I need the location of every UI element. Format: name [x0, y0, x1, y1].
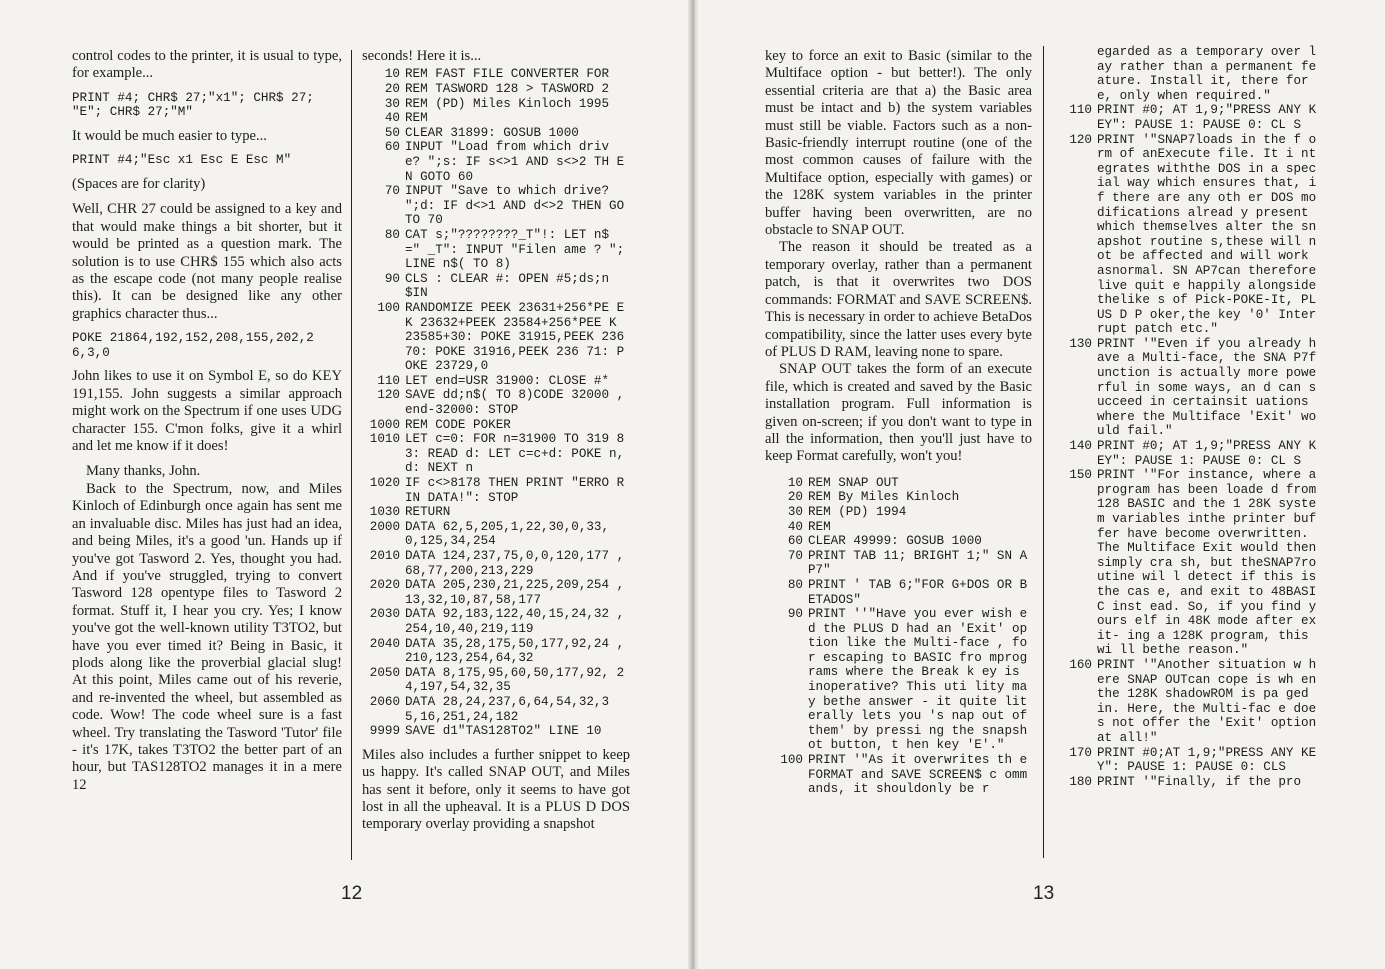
listing-line [362, 388, 630, 417]
line-code: REM By Miles Kinloch [808, 490, 960, 505]
column-divider [351, 50, 352, 860]
listing-line [362, 301, 630, 374]
inline-code [72, 331, 342, 360]
listing-line [362, 666, 630, 695]
line-number: 2060 [369, 694, 400, 709]
line-number: 110 [1069, 103, 1092, 118]
code-line: POKE 21864,192,152,208,155,202,2 [72, 331, 314, 346]
line-code: CLEAR 31899: GOSUB 1000 [405, 125, 579, 140]
line-code: PRINT '"For instance, where a program has been loade d from 128 BASIC and the 1 28K system variables inthe printer buffer have become overwritten. The Multiface Exit would then simply cra sh, but theSNAP7routine wil l detect if this is the cas e, and exit to 48BASIC inst ead. So, if you find yours elf in 48K mode after exit- ing a 128K program, this wi ll bethe reason." [1097, 468, 1317, 658]
line-code: DATA 205,230,21,225,209,254 ,13,32,10,87,58,177 [405, 578, 625, 607]
line-code: LET c=0: FOR n=31900 TO 319 83: READ d: LET c=c+d: POKE n,d: NEXT n [405, 432, 625, 476]
book-spine [688, 0, 698, 969]
line-code: PRINT #0; AT 1,9;"PRESS ANY KEY": PAUSE 1: PAUSE 0: CL S [1097, 439, 1317, 468]
line-number: 9999 [369, 724, 400, 739]
code-line: "E"; CHR$ 27;"M" [72, 105, 193, 120]
snap-out-listing-part-1 [765, 476, 1032, 797]
line-code: CLS : CLEAR #: OPEN #5;ds;n $IN [405, 271, 610, 301]
listing-line [362, 67, 630, 82]
paragraph: SNAP OUT takes the form of an execute file, which is created and saved by the Basic installation program. Full information is given on-screen; if you don't want to type in all the information, then you'll just have to keep Format carefully, won't you! [765, 361, 1032, 465]
line-number: 20 [787, 490, 803, 505]
paragraph: (Spaces are for clarity) [72, 176, 206, 192]
line-number: 70 [787, 548, 803, 563]
line-number: 90 [787, 607, 803, 622]
line-number: 2050 [369, 665, 400, 680]
listing-line [362, 126, 630, 141]
line-number: 2010 [369, 549, 400, 563]
line-number: 1020 [369, 476, 400, 491]
line-code: LET end=USR 31900: CLOSE #* [405, 373, 610, 388]
listing-line [362, 374, 630, 389]
line-code: RANDOMIZE PEEK 23631+256*PE EK 23632+PEEK 23584+256*PEE K 23585+30: POKE 31915,PEEK 23670: POKE 31916,PEEK 236 71: POKE 23729,0 [405, 300, 625, 374]
line-number: 170 [1069, 745, 1092, 760]
listing-line [1054, 439, 1319, 468]
line-number: 160 [1069, 657, 1092, 672]
line-code: IF c<>8178 THEN PRINT "ERRO R IN DATA!": STOP [405, 476, 625, 505]
line-code: DATA 124,237,75,0,0,120,177 ,68,77,200,213,229 [405, 549, 625, 578]
column-divider [1043, 46, 1044, 858]
line-code: REM FAST FILE CONVERTER FOR [405, 67, 610, 82]
left-page [0, 0, 692, 969]
line-code: SAVE dd;n$( TO 8)CODE 32000 ,end-32000: STOP [405, 388, 625, 418]
tas128to2-listing [362, 67, 630, 738]
paragraph: The reason it should be treated as a temporary overlay, rather than a permanent patch, is that it overwrites two DOS commands: FORMAT and SAVE SCREEN$. This is necessary in order to achieve BetaDos compatibility, since the latter uses every byte of PLUS D RAM, leaving none to spare. [765, 239, 1032, 360]
right-page-column-2 [1054, 45, 1319, 789]
line-number: 10 [787, 475, 803, 490]
line-number: 10 [384, 67, 400, 82]
line-number: 40 [787, 519, 803, 534]
listing-line [362, 272, 630, 301]
line-code: DATA 92,183,122,40,15,24,32 ,254,10,40,219,119 [405, 607, 625, 636]
line-number: 20 [384, 82, 400, 96]
snap-out-description [765, 48, 1032, 466]
code-line: PRINT #4; CHR$ 27;"x1"; CHR$ 27; [72, 90, 314, 105]
line-code: INPUT "Load from which driv e? ";s: IF s<>1 AND s<>2 TH EN GOTO 60 [405, 140, 625, 184]
listing-intro: seconds! Here it is... [362, 48, 482, 64]
line-code: PRINT '"Even if you already have a Multi-face, the SNA P7function is actually more powerful in some ways, an d can succeed in certainsit uations where the Multiface 'Exit' would fail." [1097, 336, 1317, 439]
line-code: PRINT #0;AT 1,9;"PRESS ANY KEY": PAUSE 1: PAUSE 0: CLS [1097, 745, 1317, 775]
listing-line [362, 505, 630, 520]
snap-out-intro: Miles also includes a further snippet to keep us happy. It's called SNAP OUT, and Miles has sent it before, only it seems to have got lost in all the upheaval. It is a PLUS D DOS temporary overlay providing a snapshot [362, 746, 630, 833]
line-number: 70 [384, 184, 400, 199]
code-line: PRINT #4;"Esc x1 Esc E Esc M" [72, 153, 292, 168]
paragraph: Many thanks, John. [86, 463, 201, 480]
line-code: RETURN [405, 505, 451, 520]
listing-line [765, 476, 1032, 491]
line-number: 110 [377, 373, 400, 388]
listing-continuation: egarded as a temporary over lay rather than a permanent feature. Install it, there fore, only when required." [1097, 45, 1317, 103]
line-number: 1000 [369, 417, 400, 432]
line-number: 130 [1069, 336, 1092, 351]
listing-line [362, 724, 630, 739]
listing-line [362, 111, 630, 126]
line-code: PRINT #0; AT 1,9;"PRESS ANY KEY": PAUSE 1: PAUSE 0: CL S [1097, 103, 1317, 132]
line-number: 2000 [369, 519, 400, 534]
line-code: REM SNAP OUT [808, 475, 899, 490]
listing-line [765, 505, 1032, 520]
paragraph: Well, CHR 27 could be assigned to a key and that would make things a bit shorter, but it would be printed as a question mark. The solution is to use CHR$ 155 which also acts as the escape code (not many people realise this). It can be designed like any other graphics character thus... [72, 201, 342, 322]
listing-line [362, 97, 630, 112]
right-page [692, 0, 1385, 969]
listing-line [1054, 468, 1319, 658]
listing-line [1054, 775, 1319, 790]
line-number: 2040 [369, 636, 400, 651]
line-number: 120 [1069, 132, 1092, 147]
line-number: 1010 [369, 432, 400, 447]
line-number: 140 [1069, 439, 1092, 454]
line-code: PRINT TAB 11; BRIGHT 1;" SN AP7" [808, 548, 1028, 578]
code-line: 6,3,0 [72, 345, 110, 360]
right-page-column-1 [765, 48, 1032, 797]
line-number: 90 [384, 271, 400, 286]
line-code: REM (PD) 1994 [808, 504, 907, 519]
listing-line [362, 578, 630, 607]
listing-line [765, 520, 1032, 535]
listing-line [362, 82, 630, 97]
line-number: 80 [384, 227, 400, 242]
line-code: PRINT '"Another situation w here SNAP OUTcan cope is wh en the 128K shadowROM is pa ged in. Here, the Multi-fac e does not offer the 'Exit' option at all!" [1097, 657, 1317, 745]
listing-line [1054, 746, 1319, 775]
line-number: 80 [787, 577, 803, 592]
line-code: DATA 28,24,237,6,64,54,32,3 5,16,251,24,182 [405, 694, 610, 724]
listing-line [1054, 337, 1319, 439]
line-number: 2030 [369, 607, 400, 622]
listing-line [765, 549, 1032, 578]
line-code: CLEAR 49999: GOSUB 1000 [808, 534, 982, 549]
listing-line [1054, 103, 1319, 132]
listing-line [765, 578, 1032, 607]
line-code: REM CODE POKER [405, 417, 511, 432]
line-code: REM [808, 519, 831, 534]
line-code: PRINT ' TAB 6;"FOR G+DOS OR BETADOS" [808, 577, 1028, 607]
line-code: PRINT ''"Have you ever wish ed the PLUS D had an 'Exit' option like the Multi-face , for escaping to BASIC fro mprograms where the Break k ey is inoperative? This uti lity may bethe answer - it quite literally lets you 's nap out of them' by pressi ng the snapshot button, t hen key 'E'." [808, 607, 1028, 753]
line-code: PRINT '"As it overwrites th e FORMAT and SAVE SCREEN$ c ommands, it shouldonly be r [808, 753, 1028, 797]
listing-line [362, 549, 630, 578]
line-number: 30 [384, 96, 400, 111]
listing-line [362, 140, 630, 184]
line-number: 120 [377, 388, 400, 403]
line-number: 100 [780, 753, 803, 768]
line-code: INPUT "Save to which drive? ";d: IF d<>1 AND d<>2 THEN GOTO 70 [405, 184, 625, 228]
line-number: 40 [384, 111, 400, 126]
listing-line [1054, 658, 1319, 746]
line-number: 2020 [369, 578, 400, 593]
line-code: CAT s;"????????_T"!: LET n$ =" _T": INPUT "Filen ame ? "; LINE n$( TO 8) [405, 227, 625, 272]
line-number: 50 [384, 125, 400, 140]
left-page-column-1 [72, 48, 342, 794]
listing-line [362, 184, 630, 228]
line-number: 30 [787, 504, 803, 519]
paragraph: control codes to the printer, it is usual to type, for example... [72, 48, 342, 82]
listing-line [765, 607, 1032, 753]
paragraph: key to force an exit to Basic (similar to the Multiface option - but better!). The only essential criteria are that a) the Basic area must be intact and b) the system variables must still be viable. Factors such as a non-Basic-friendly interrupt routine (one of the most common causes of failure with the Multiface option, especially with games) or the 128K system variables in the printer buffer having been overwritten, are no obstacle to SNAP OUT. [765, 48, 1032, 239]
line-code: REM TASWORD 128 > TASWORD 2 [405, 82, 610, 96]
paragraph: John likes to use it on Symbol E, so do KEY 191,155. John suggests a similar approach might work on the Spectrum if one uses UDG character 155. C'mon folks, give it a whirl and let me know if it does! [72, 368, 342, 455]
line-code: DATA 35,28,175,50,177,92,24 ,210,123,254,64,32 [405, 636, 625, 666]
listing-line [362, 418, 630, 433]
listing-line [362, 695, 630, 724]
line-code: PRINT '"SNAP7loads in the f orm of anExecute file. It i ntegrates withthe DOS in a special way which ensures that, if there are any oth er DOS modifications alread y present which themselves alter the snapshot routine s,these will not be affected and will work asnormal. SN AP7can therefore live quit e happily alongside thelike s of Pick-POKE-It, PLUS D P oker,the key '0' Interrupt patch etc." [1097, 132, 1317, 337]
listing-line [362, 432, 630, 476]
line-number: 150 [1069, 468, 1092, 483]
listing-line [362, 476, 630, 505]
listing-line [362, 607, 630, 636]
listing-line [765, 490, 1032, 505]
line-code: DATA 8,175,95,60,50,177,92, 24,197,54,32,35 [405, 665, 625, 695]
page-number: 12 [341, 883, 363, 904]
line-number: 180 [1069, 774, 1092, 789]
line-number: 60 [787, 534, 803, 549]
line-code: REM (PD) Miles Kinloch 1995 [405, 96, 610, 111]
line-code: SAVE d1"TAS128TO2" LINE 10 [405, 724, 602, 739]
line-code: DATA 62,5,205,1,22,30,0,33, 0,125,34,254 [405, 519, 610, 549]
line-number: 1030 [369, 505, 400, 520]
paragraph: Back to the Spectrum, now, and Miles Kinloch of Edinburgh once again has sent me an invaluable disc. Miles has just had an idea, and being Miles, it's a good 'un. Hands up if you've got Tasword 2. Yes, thought you had. And if you've struggled, trying to convert Tasword 128 opentype files to Tasword 2 format. Stuff it, I hear you cry. Yes; I know you've got the well-known utility T3TO2, but have you ever timed it? Being in Basic, it plods along like the proverbial glacial slug! At this point, Miles came out of his reverie, and re-invented the wheel, but assembled as code. Wow! The code wheel sure is a fast wheel. Try translating the Tasword 'Tutor' file - it's 17K, takes T3TO2 the better part of an hour, but TAS128TO2 manages it in a mere 12 [72, 480, 342, 793]
paragraph: It would be much easier to type... [72, 128, 267, 144]
listing-line [362, 637, 630, 666]
line-number: 100 [377, 300, 400, 315]
line-code: PRINT '"Finally, if the pro [1097, 774, 1302, 789]
listing-line [765, 753, 1032, 797]
listing-line [362, 228, 630, 272]
left-page-column-2 [362, 48, 630, 834]
page-number: 13 [1033, 883, 1055, 904]
snap-out-listing-part-2 [1054, 103, 1319, 789]
inline-code [72, 153, 342, 168]
line-code: REM [405, 111, 428, 126]
listing-line [1054, 133, 1319, 337]
listing-line [362, 520, 630, 549]
inline-code [72, 91, 342, 120]
line-number: 60 [384, 140, 400, 155]
listing-line [765, 534, 1032, 549]
